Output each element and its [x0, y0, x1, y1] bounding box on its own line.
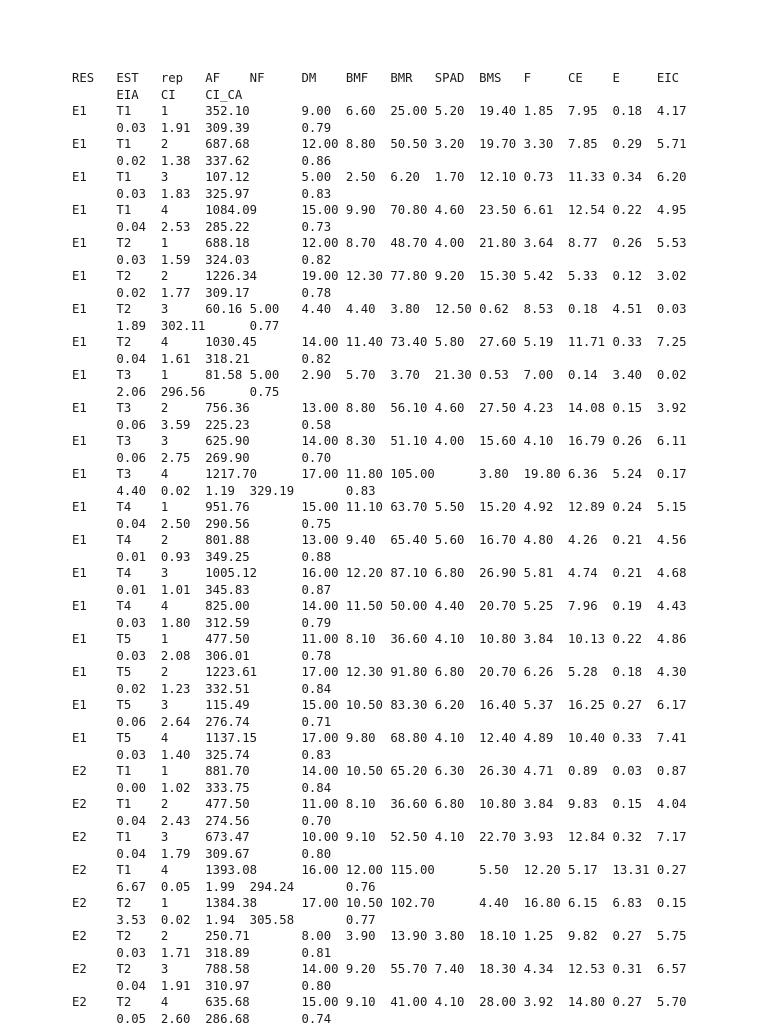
data-line: 2.06 296.56 0.75 — [72, 384, 712, 401]
data-line: E1 T1 4 1084.09 15.00 9.90 70.80 4.60 23.50 6.61 12.54 0.22 4.95 — [72, 202, 712, 219]
data-line: 0.06 3.59 225.23 0.58 — [72, 417, 712, 434]
data-line: 0.01 1.01 345.83 0.87 — [72, 582, 712, 599]
data-line: 0.03 1.83 325.97 0.83 — [72, 186, 712, 203]
header-line: EIA CI CI_CA — [72, 87, 712, 104]
data-line: 0.02 1.38 337.62 0.86 — [72, 153, 712, 170]
data-line: E1 T5 4 1137.15 17.00 9.80 68.80 4.10 12.40 4.89 10.40 0.33 7.41 — [72, 730, 712, 747]
data-line: 0.03 1.91 309.39 0.79 — [72, 120, 712, 137]
data-line: 0.06 2.64 276.74 0.71 — [72, 714, 712, 731]
data-line: 0.02 1.77 309.17 0.78 — [72, 285, 712, 302]
data-line: 0.03 2.08 306.01 0.78 — [72, 648, 712, 665]
data-line: 4.40 0.02 1.19 329.19 0.83 — [72, 483, 712, 500]
data-line: 0.03 1.40 325.74 0.83 — [72, 747, 712, 764]
data-line: E1 T1 3 107.12 5.00 2.50 6.20 1.70 12.10 0.73 11.33 0.34 6.20 — [72, 169, 712, 186]
data-line: E2 T2 3 788.58 14.00 9.20 55.70 7.40 18.30 4.34 12.53 0.31 6.57 — [72, 961, 712, 978]
data-line: 0.04 2.53 285.22 0.73 — [72, 219, 712, 236]
data-line: E2 T2 4 635.68 15.00 9.10 41.00 4.10 28.00 3.92 14.80 0.27 5.70 — [72, 994, 712, 1011]
data-line: E1 T5 3 115.49 15.00 10.50 83.30 6.20 16.40 5.37 16.25 0.27 6.17 — [72, 697, 712, 714]
data-line: E2 T1 4 1393.08 16.00 12.00 115.00 5.50 12.20 5.17 13.31 0.27 — [72, 862, 712, 879]
data-line: 0.03 1.59 324.03 0.82 — [72, 252, 712, 269]
data-line: E1 T3 3 625.90 14.00 8.30 51.10 4.00 15.60 4.10 16.79 0.26 6.11 — [72, 433, 712, 450]
data-line: E1 T4 3 1005.12 16.00 12.20 87.10 6.80 26.90 5.81 4.74 0.21 4.68 — [72, 565, 712, 582]
data-line: E2 T1 1 881.70 14.00 10.50 65.20 6.30 26.30 4.71 0.89 0.03 0.87 — [72, 763, 712, 780]
data-line: 6.67 0.05 1.99 294.24 0.76 — [72, 879, 712, 896]
data-line: 3.53 0.02 1.94 305.58 0.77 — [72, 912, 712, 929]
document-text — [72, 70, 712, 1027]
data-line: E1 T3 4 1217.70 17.00 11.80 105.00 3.80 19.80 6.36 5.24 0.17 — [72, 466, 712, 483]
data-line: 0.01 0.93 349.25 0.88 — [72, 549, 712, 566]
data-line: E1 T4 2 801.88 13.00 9.40 65.40 5.60 16.70 4.80 4.26 0.21 4.56 — [72, 532, 712, 549]
data-line: 0.04 2.50 290.56 0.75 — [72, 516, 712, 533]
data-line: E1 T3 2 756.36 13.00 8.80 56.10 4.60 27.50 4.23 14.08 0.15 3.92 — [72, 400, 712, 417]
data-line: E2 T2 2 250.71 8.00 3.90 13.90 3.80 18.10 1.25 9.82 0.27 5.75 — [72, 928, 712, 945]
data-line: E1 T2 1 688.18 12.00 8.70 48.70 4.00 21.80 3.64 8.77 0.26 5.53 — [72, 235, 712, 252]
data-line: E1 T1 1 352.10 9.00 6.60 25.00 5.20 19.40 1.85 7.95 0.18 4.17 — [72, 103, 712, 120]
data-line: 0.04 1.91 310.97 0.80 — [72, 978, 712, 995]
data-line: E1 T2 3 60.16 5.00 4.40 4.40 3.80 12.50 0.62 8.53 0.18 4.51 0.03 — [72, 301, 712, 318]
data-line: 1.89 302.11 0.77 — [72, 318, 712, 335]
data-line: 0.02 1.23 332.51 0.84 — [72, 681, 712, 698]
data-line: 0.03 1.71 318.89 0.81 — [72, 945, 712, 962]
data-line: E1 T4 1 951.76 15.00 11.10 63.70 5.50 15.20 4.92 12.89 0.24 5.15 — [72, 499, 712, 516]
data-line: E1 T2 2 1226.34 19.00 12.30 77.80 9.20 15.30 5.42 5.33 0.12 3.02 — [72, 268, 712, 285]
data-line: 0.04 2.43 274.56 0.70 — [72, 813, 712, 830]
data-line: E2 T1 2 477.50 11.00 8.10 36.60 6.80 10.80 3.84 9.83 0.15 4.04 — [72, 796, 712, 813]
data-line: 0.05 2.60 286.68 0.74 — [72, 1011, 712, 1027]
data-line: 0.04 1.61 318.21 0.82 — [72, 351, 712, 368]
data-line: E1 T3 1 81.58 5.00 2.90 5.70 3.70 21.30 0.53 7.00 0.14 3.40 0.02 — [72, 367, 712, 384]
data-line: E1 T4 4 825.00 14.00 11.50 50.00 4.40 20.70 5.25 7.96 0.19 4.43 — [72, 598, 712, 615]
header-line: RES EST rep AF NF DM BMF BMR SPAD BMS F CE E EIC — [72, 70, 712, 87]
data-line: E1 T5 2 1223.61 17.00 12.30 91.80 6.80 20.70 6.26 5.28 0.18 4.30 — [72, 664, 712, 681]
data-line: E1 T1 2 687.68 12.00 8.80 50.50 3.20 19.70 3.30 7.85 0.29 5.71 — [72, 136, 712, 153]
data-line: 0.06 2.75 269.90 0.70 — [72, 450, 712, 467]
data-line: E2 T2 1 1384.38 17.00 10.50 102.70 4.40 16.80 6.15 6.83 0.15 — [72, 895, 712, 912]
data-line: E1 T5 1 477.50 11.00 8.10 36.60 4.10 10.80 3.84 10.13 0.22 4.86 — [72, 631, 712, 648]
data-line: E1 T2 4 1030.45 14.00 11.40 73.40 5.80 27.60 5.19 11.71 0.33 7.25 — [72, 334, 712, 351]
data-line: 0.00 1.02 333.75 0.84 — [72, 780, 712, 797]
data-line: 0.04 1.79 309.67 0.80 — [72, 846, 712, 863]
data-line: 0.03 1.80 312.59 0.79 — [72, 615, 712, 632]
data-line: E2 T1 3 673.47 10.00 9.10 52.50 4.10 22.70 3.93 12.84 0.32 7.17 — [72, 829, 712, 846]
